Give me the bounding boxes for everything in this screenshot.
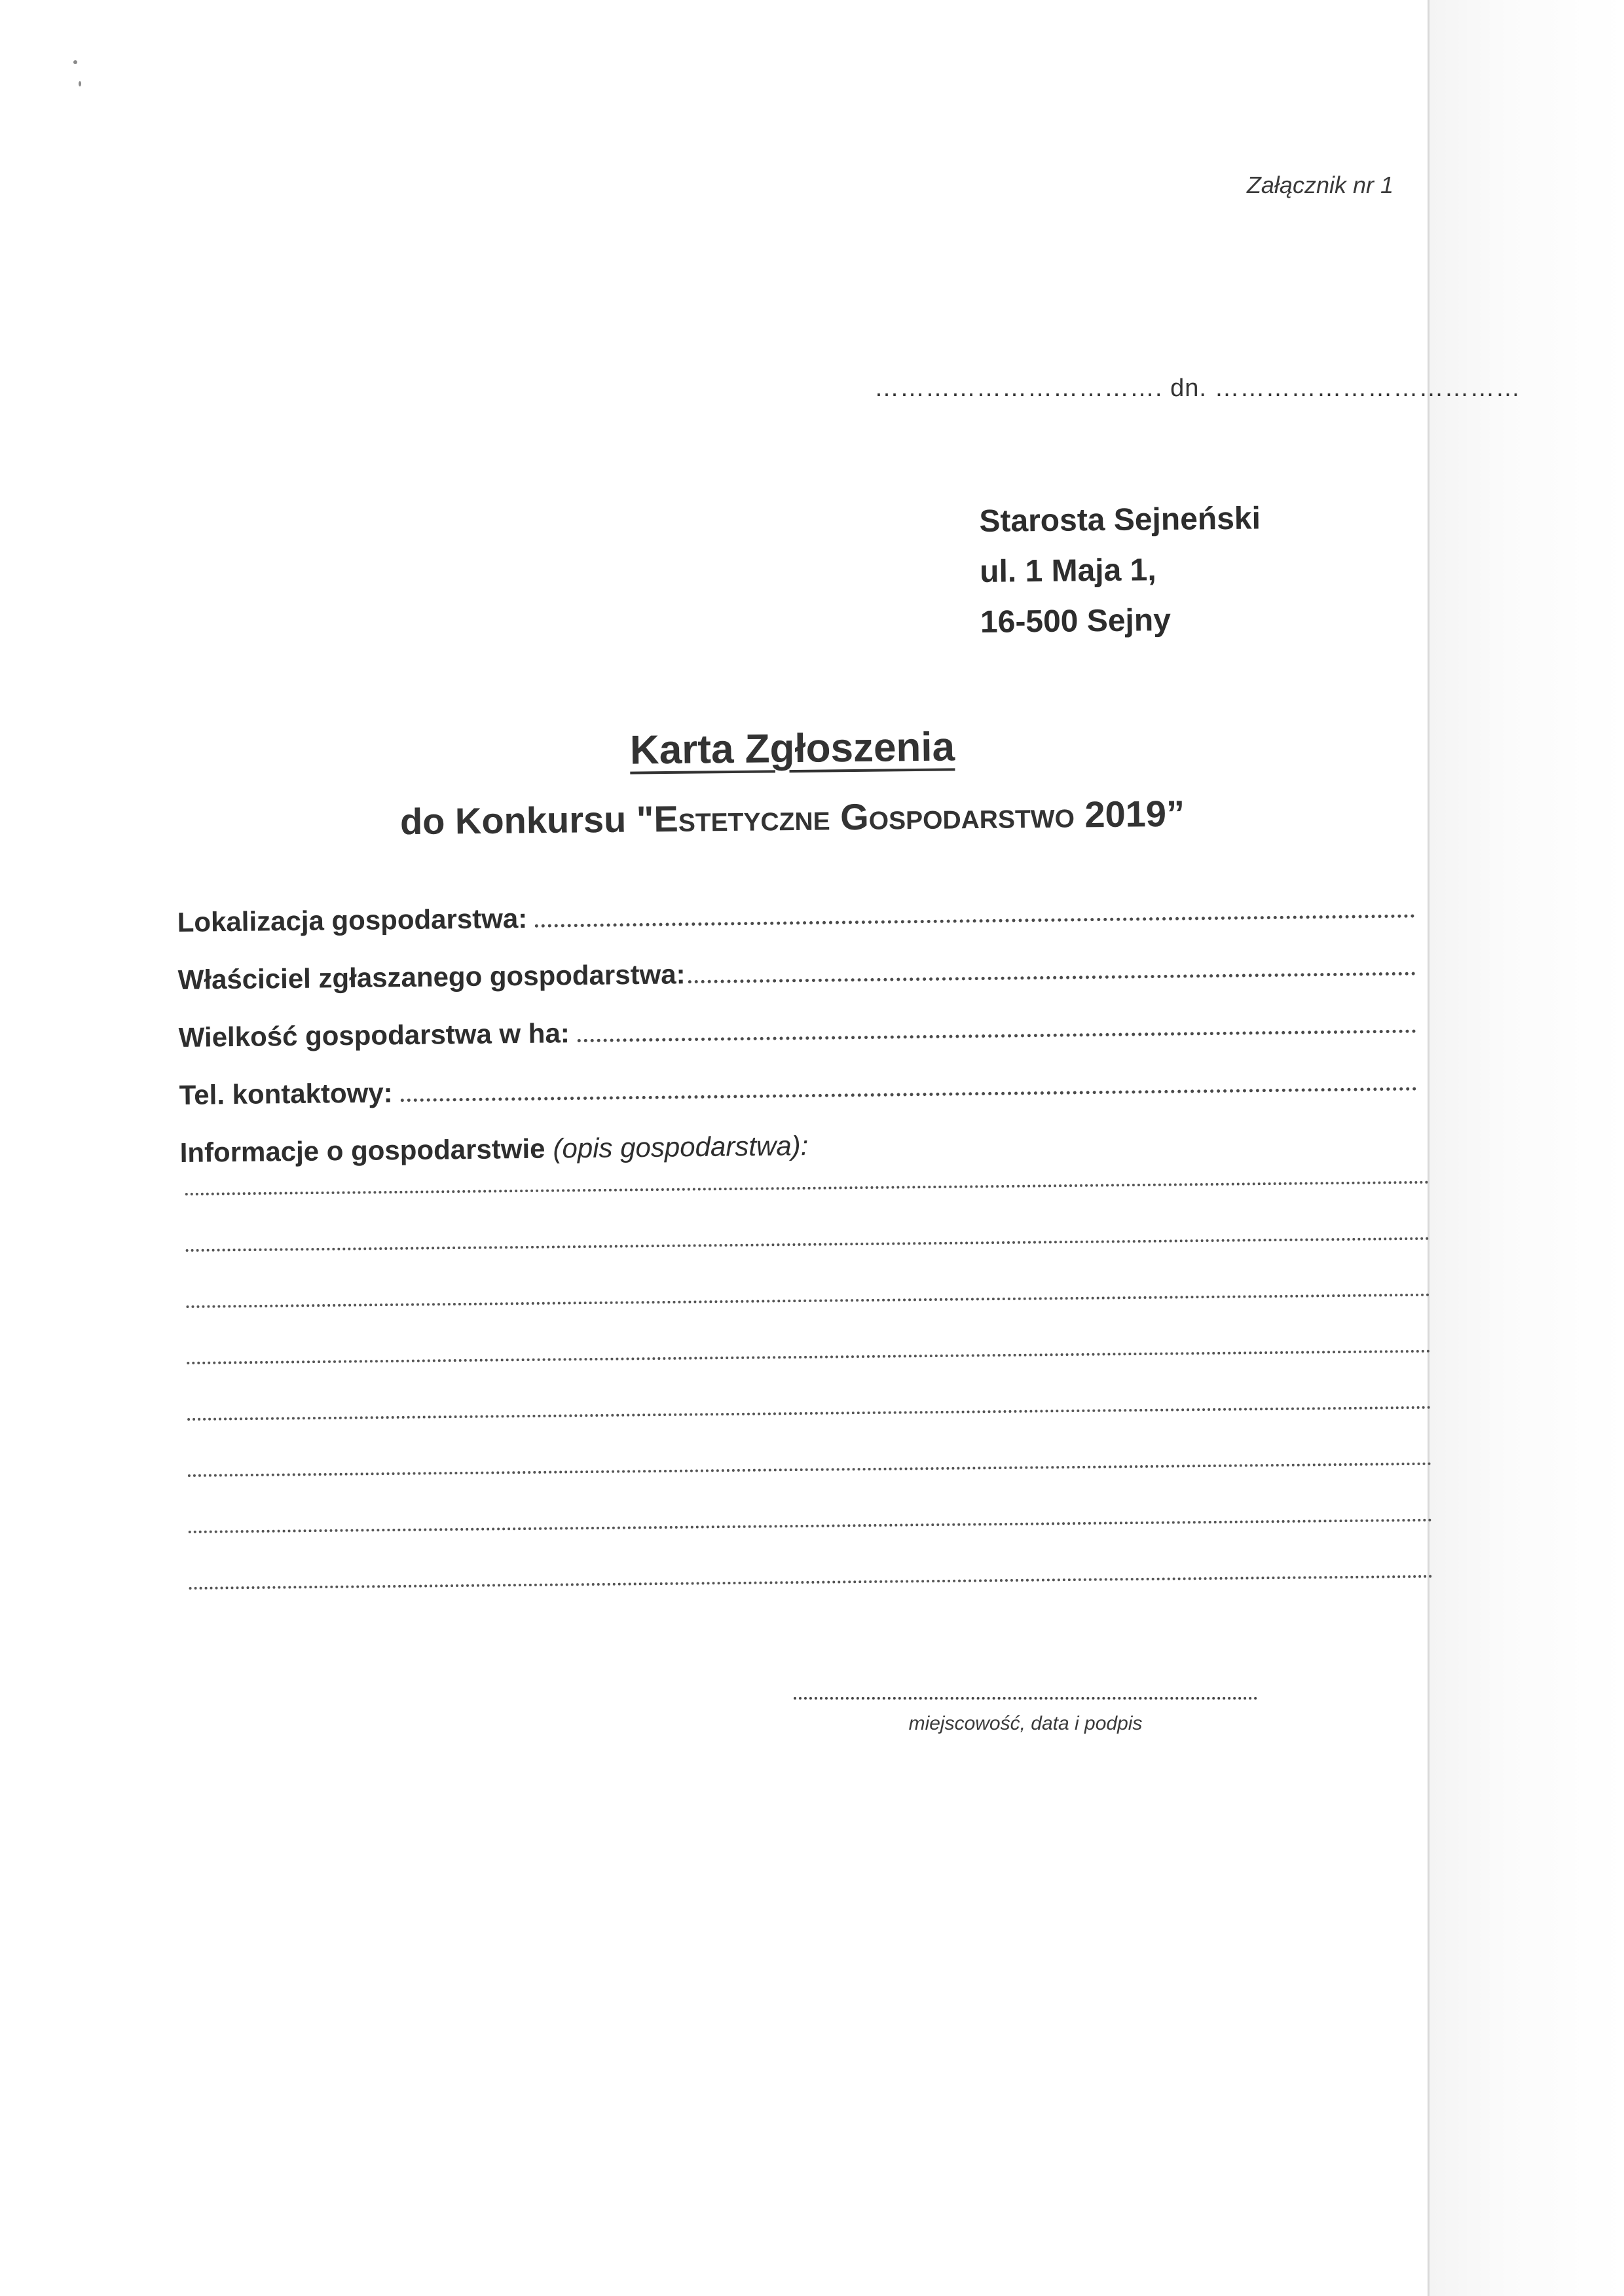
field-label: Tel. kontaktowy: (179, 1077, 393, 1110)
form-title: Karta Zgłoszenia (629, 724, 955, 773)
recipient-line: 16-500 Sejny (980, 602, 1172, 640)
place-date-field[interactable]: ……………………………. dn. ……………………………… (874, 374, 1521, 402)
info-label: Informacje o gospodarstwie (179, 1133, 545, 1168)
field-label: Wielkość gospodarstwa w ha: (178, 1017, 570, 1053)
subtitle-prefix: do Konkursu " (399, 798, 654, 843)
scan-speck (73, 60, 77, 64)
description-input-line[interactable] (189, 1522, 1433, 1590)
info-hint: (opis gospodarstwa): (553, 1130, 809, 1164)
recipient-line: Starosta Sejneński (979, 501, 1261, 539)
recipient-line: ul. 1 Maja 1, (979, 553, 1156, 589)
recipient-address (979, 494, 1262, 647)
signature-input-line[interactable] (794, 1675, 1257, 1700)
subtitle-contest-name: Estetyczne Gospodarstwo (654, 793, 1075, 840)
form-fields (177, 867, 1418, 1169)
description-lines (185, 1127, 1433, 1590)
signature-caption: miejscowość, data i podpis (908, 1713, 1143, 1734)
signature-block (794, 1675, 1257, 1735)
subtitle-suffix: 2019” (1074, 792, 1185, 835)
scan-shadow (1430, 0, 1624, 2296)
attachment-label: Załącznik nr 1 (1246, 172, 1393, 198)
owner-input-line[interactable] (688, 972, 1416, 984)
scan-speck (79, 81, 81, 86)
field-label: Lokalizacja gospodarstwa: (177, 902, 528, 938)
field-label: Właściciel zgłaszanego gospodarstwa: (177, 958, 686, 995)
form-subtitle (0, 788, 1585, 847)
